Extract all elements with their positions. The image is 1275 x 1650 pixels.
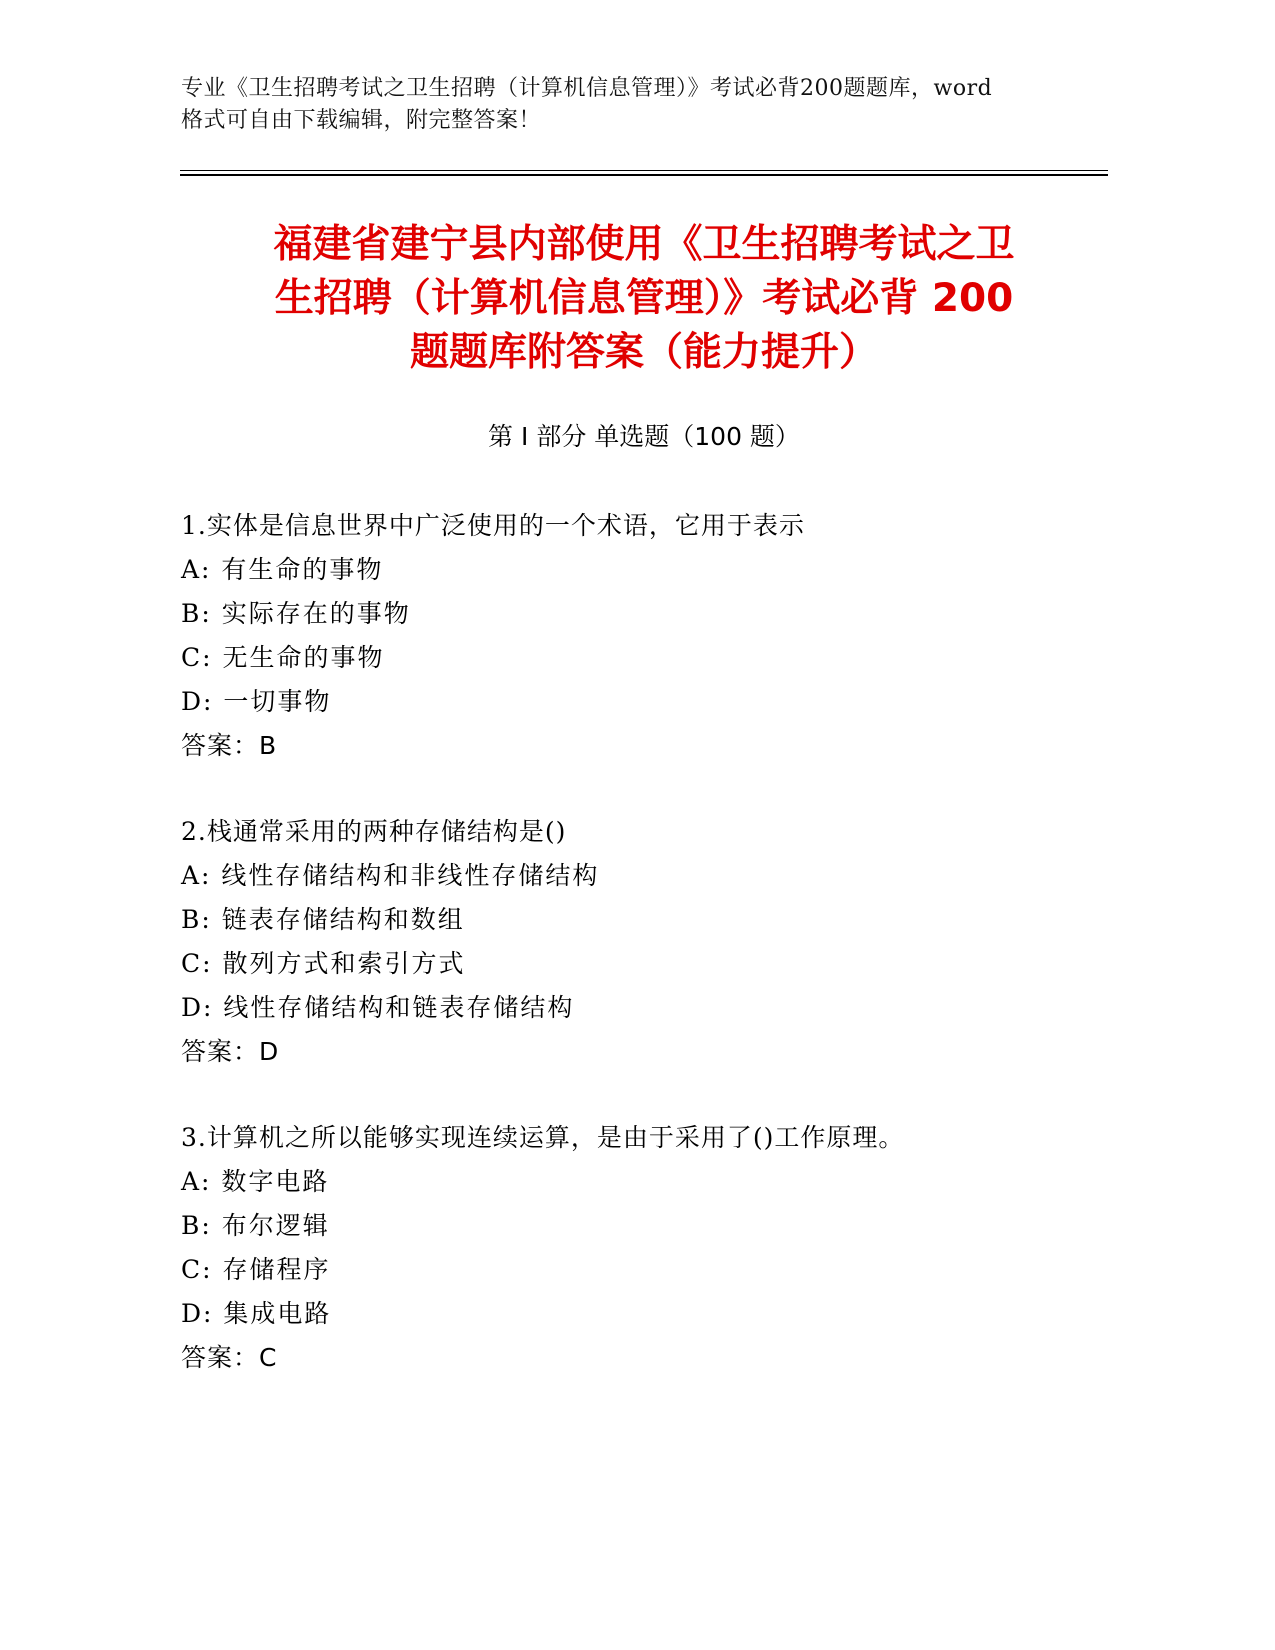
option-b: B: 链表存储结构和数组 [181, 905, 465, 934]
question-list [181, 504, 1101, 1422]
header-note [181, 73, 1101, 137]
option-c: C: 散列方式和索引方式 [181, 949, 466, 978]
option-b: B: 布尔逻辑 [181, 1211, 330, 1240]
header-note-line-2: 格式可自由下载编辑，附完整答案！ [181, 108, 542, 133]
question-item [181, 810, 1101, 1074]
question-item [181, 504, 1101, 768]
option-c: C: 无生命的事物 [181, 643, 385, 672]
answer-line: 答案：D [181, 1037, 280, 1066]
question-item [181, 1116, 1101, 1380]
option-d: D: 一切事物 [181, 687, 332, 716]
document-title-line-2: 生招聘（计算机信息管理）》考试必背 200 [274, 276, 1014, 321]
document-title-line-3: 题题库附答案（能力提升） [409, 330, 878, 375]
option-d: D: 集成电路 [181, 1299, 332, 1328]
section-heading: 第 I 部分 单选题（100 题） [488, 422, 800, 451]
option-c: C: 存储程序 [181, 1255, 331, 1284]
option-a: A: 有生命的事物 [181, 555, 384, 584]
option-a: A: 数字电路 [181, 1167, 330, 1196]
answer-line: 答案：C [181, 1343, 278, 1372]
document-title-line-1: 福建省建宁县内部使用《卫生招聘考试之卫 [273, 222, 1015, 267]
option-b: B: 实际存在的事物 [181, 599, 411, 628]
question-stem: 3.计算机之所以能够实现连续运算，是由于采用了()工作原理。 [181, 1123, 905, 1152]
question-stem: 2.栈通常采用的两种存储结构是() [181, 817, 567, 846]
document-title [180, 218, 1108, 380]
answer-line: 答案：B [181, 731, 278, 760]
question-stem: 1.实体是信息世界中广泛使用的一个术语，它用于表示 [181, 511, 805, 540]
header-divider-thick [180, 174, 1108, 176]
option-d: D: 线性存储结构和链表存储结构 [181, 993, 575, 1022]
option-a: A: 线性存储结构和非线性存储结构 [181, 861, 600, 890]
header-divider-thin [180, 170, 1108, 171]
header-note-line-1: 专业《卫生招聘考试之卫生招聘（计算机信息管理）》考试必背200题题库，word [181, 76, 993, 101]
